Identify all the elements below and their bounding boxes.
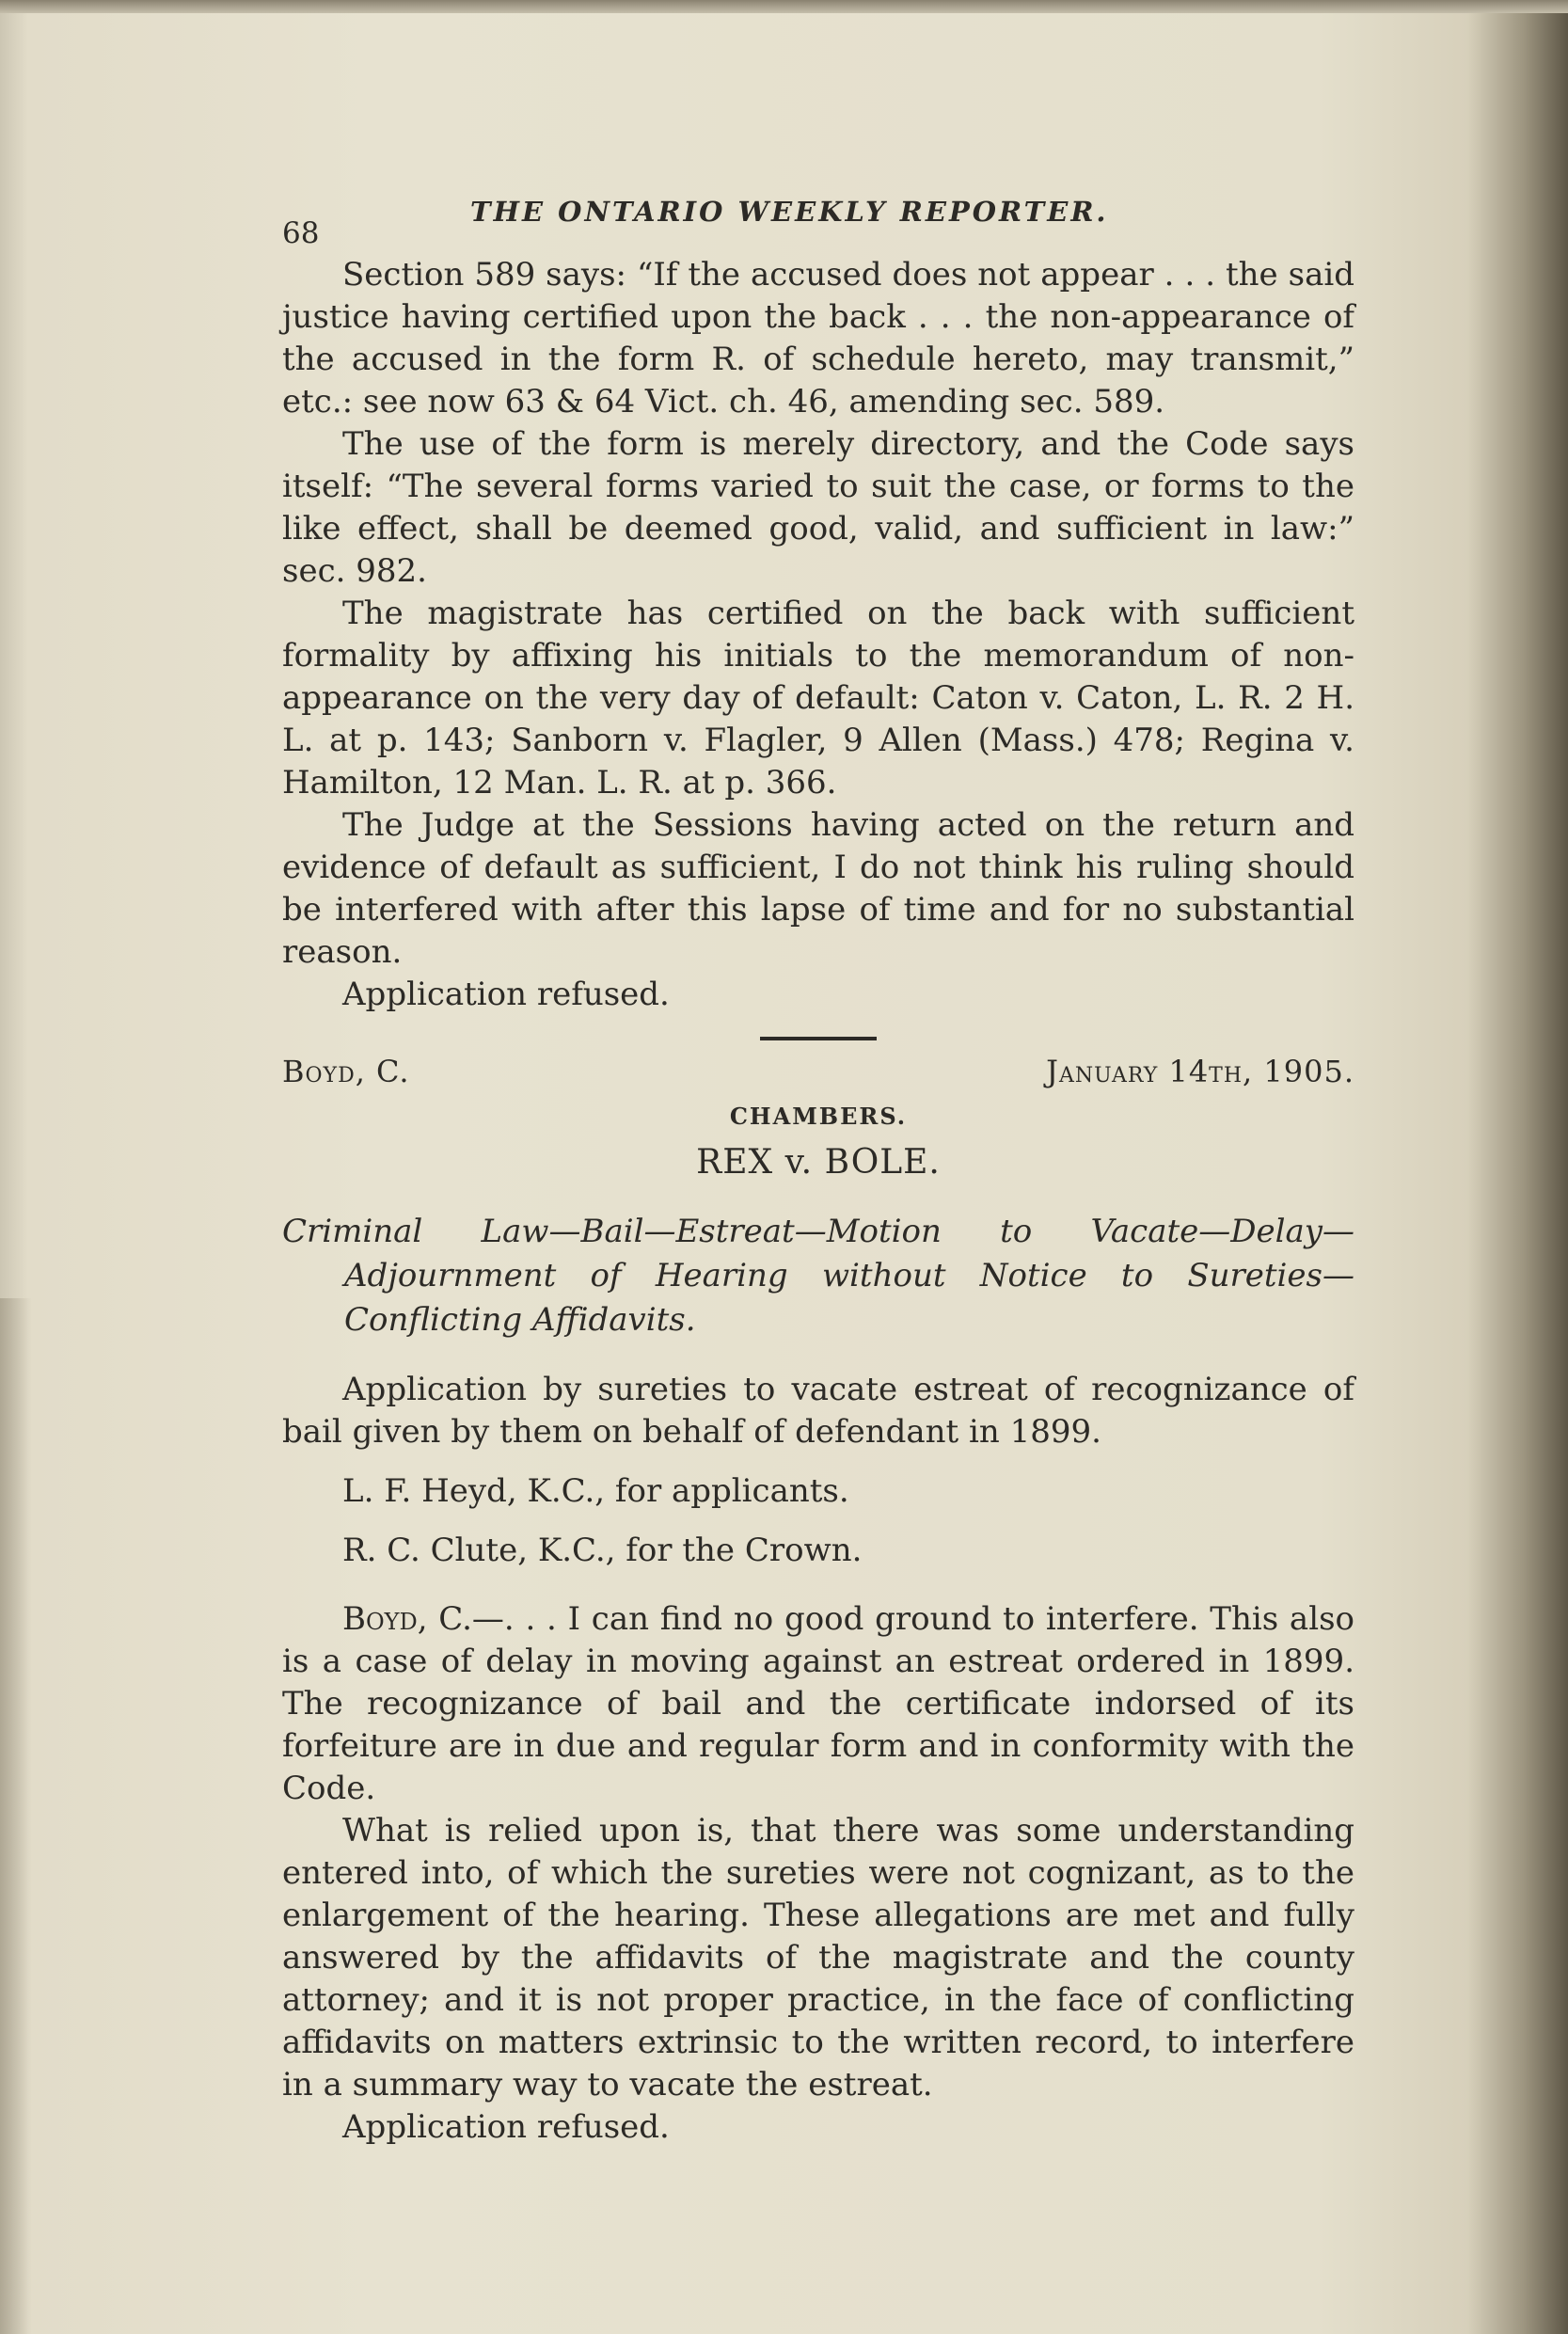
section-divider [760, 1037, 877, 1040]
judgment-opening-text: —. . . I can find no good ground to interfere. This also is a case of delay in moving against an estreat ordered in 1899. The recognizance of bail and the certificate indorsed of its forfeiture are in due and regular form and in conformity with the Code. [282, 1600, 1354, 1807]
page-header [282, 179, 1354, 254]
case-byline [282, 1054, 1354, 1089]
body-paragraph-4: The Judge at the Sessions having acted on the return and evidence of default as sufficient, I do not think his ruling should be interfered with after this lapse of time and for no substantial reason. [282, 806, 1354, 971]
counsel-applicants: L. F. Heyd, K.C., for applicants. [342, 1472, 849, 1510]
counsel-crown: R. C. Clute, K.C., for the Crown. [342, 1532, 863, 1569]
case-date: January 14th, 1905. [1046, 1054, 1354, 1089]
application-refused-1: Application refused. [342, 976, 670, 1013]
judgment-speaker: Boyd, C. [342, 1600, 472, 1638]
book-page [282, 179, 1354, 2149]
judgment-paragraph: What is relied upon is, that there was some understanding entered into, of which the sureties were not cognizant, as to the enlargement of the hearing. These allegations are met and fully answered by the affidavits of the magistrate and the county attorney; and it is not proper practice, in the face of conflicting affidavits on matters extrinsic to the written record, to interfere in a summary way to vacate the estreat. [282, 1812, 1354, 2104]
case-title: REX v. BOLE. [696, 1143, 941, 1182]
application-refused-2: Application refused. [342, 2108, 670, 2146]
body-paragraph-2: The use of the form is merely directory, and the Code says itself: “The several forms varied to suit the case, or forms to the like effect, shall be deemed good, valid, and sufficient in law:” sec. 982. [282, 425, 1354, 590]
page-top-edge [0, 0, 1568, 13]
judge-name: Boyd, C. [282, 1054, 410, 1089]
running-head: THE ONTARIO WEEKLY REPORTER. [470, 196, 1109, 228]
case-summary: Application by sureties to vacate estreat of recognizance of bail given by them on behalf of defendant in 1899. [282, 1371, 1354, 1451]
body-paragraph-1: Section 589 says: “If the accused does not appear . . . the said justice having certified upon the back . . . the non-appearance of the accused in the form R. of schedule hereto, may transmit,” etc.: see now 63 & 64 Vict. ch. 46, amending sec. 589. [282, 256, 1354, 421]
case-headnote: Criminal Law—Bail—Estreat—Motion to Vacate—Delay—Adjournment of Hearing without Notice to Sureties—Conflicting Affidavits. [282, 1213, 1354, 1339]
body-paragraph-3: The magistrate has certified on the back with sufficient formality by affixing his initials to the memorandum of non-appearance on the very day of default: Caton v. Caton, L. R. 2 H. L. at p. 143; Sanborn v. Flagler, 9 Allen (Mass.) 478; Regina v. Hamilton, 12 Man. L. R. at p. 366. [282, 595, 1354, 802]
judgment-opening [282, 1598, 1354, 1810]
page-fold-shadow [0, 1298, 32, 2334]
page-number: 68 [282, 216, 320, 250]
court-label: CHAMBERS. [729, 1103, 908, 1130]
